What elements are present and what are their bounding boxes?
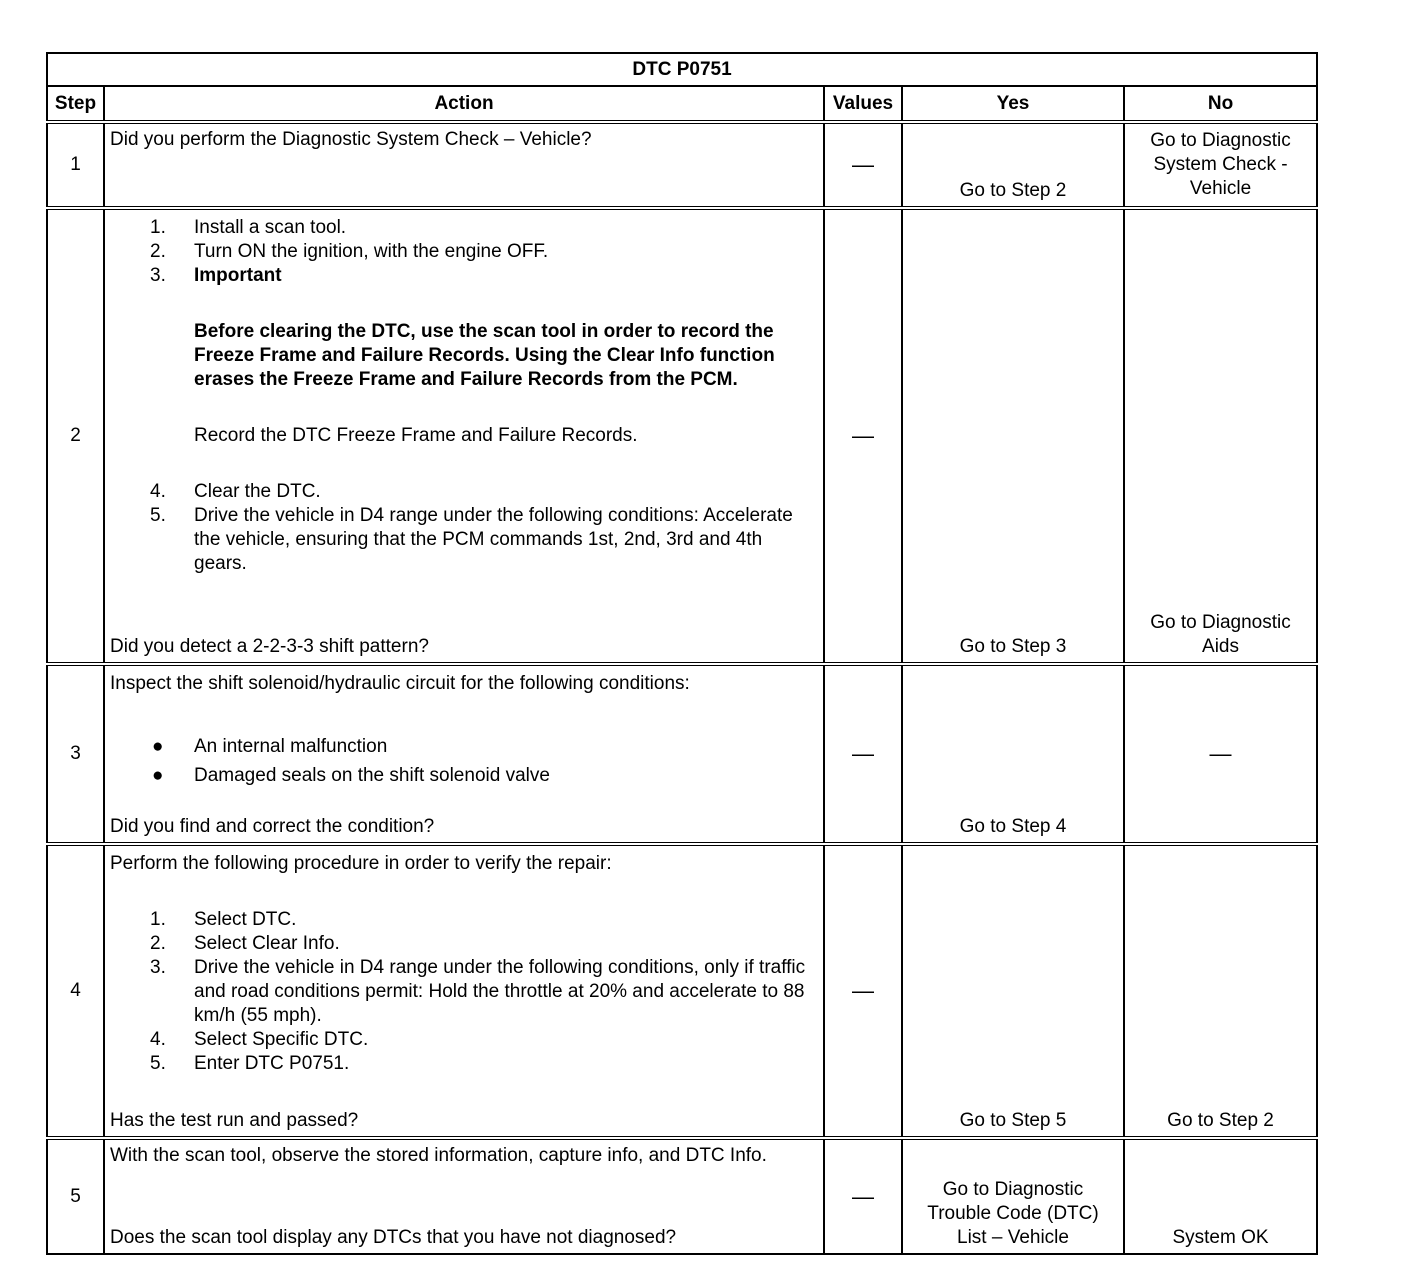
list-item: 2. Turn ON the ignition, with the engine OFF.: [150, 241, 549, 262]
intro-text: Perform the following procedure in order to verify the repair:: [110, 853, 612, 874]
table-title: DTC P0751: [47, 53, 1317, 86]
yes-link[interactable]: Go to Diagnostic Trouble Code (DTC) List – Vehicle: [927, 1179, 1099, 1248]
question-text: Does the scan tool display any DTCs that you have not diagnosed?: [110, 1227, 677, 1248]
table-row: [47, 122, 1317, 208]
intro-text: Inspect the shift solenoid/hydraulic circuit for the following conditions:: [110, 673, 690, 694]
list-item: ● Damaged seals on the shift solenoid valve: [152, 765, 550, 786]
question-text: Did you detect a 2-2-3-3 shift pattern?: [110, 636, 429, 657]
header-step: Step: [47, 86, 104, 122]
header-no: No: [1124, 86, 1317, 122]
list-item: 1. Select DTC.: [150, 909, 297, 930]
list-item: 4. Clear the DTC.: [150, 481, 321, 502]
no-cell: [1124, 208, 1317, 664]
list-item: 3. Drive the vehicle in D4 range under the following conditions, only if traffic and road conditions permit: Hold the throttle at 20% and accelerate to 88 km/h (55 mph).: [150, 957, 806, 1026]
header-values: Values: [824, 86, 902, 122]
table-row: [47, 1138, 1317, 1254]
no-cell: [1124, 1138, 1317, 1254]
no-link[interactable]: Go to Step 2: [1167, 1110, 1274, 1131]
action-text: Did you perform the Diagnostic System Check – Vehicle?: [110, 129, 592, 150]
values-cell: —: [824, 208, 902, 664]
action-cell: [104, 1138, 824, 1254]
table-row: [47, 208, 1317, 664]
no-link[interactable]: Go to Diagnostic Aids: [1150, 612, 1291, 657]
values-cell: —: [824, 1138, 902, 1254]
no-link[interactable]: Go to Diagnostic System Check - Vehicle: [1150, 130, 1291, 199]
values-cell: —: [824, 664, 902, 844]
question-text: Has the test run and passed?: [110, 1110, 359, 1131]
header-action: Action: [104, 86, 824, 122]
yes-cell: [902, 844, 1124, 1138]
step-number: 4: [47, 844, 104, 1138]
list-item: 3. Important: [150, 265, 282, 286]
list-item: 5. Enter DTC P0751.: [150, 1053, 350, 1074]
step-number: 1: [47, 122, 104, 208]
action-cell: [104, 844, 824, 1138]
list-item: ● An internal malfunction: [152, 736, 388, 757]
record-text: Record the DTC Freeze Frame and Failure Records.: [194, 425, 638, 446]
action-cell: [104, 122, 824, 208]
list-item: 5. Drive the vehicle in D4 range under the following conditions: Accelerate the vehicle, ensuring that the PCM commands 1st, 2nd, 3rd and 4th gears.: [150, 505, 793, 574]
no-cell: [1124, 844, 1317, 1138]
dtc-table: [46, 52, 1318, 1255]
yes-cell: [902, 122, 1124, 208]
list-item: 1. Install a scan tool.: [150, 217, 347, 238]
header-yes: Yes: [902, 86, 1124, 122]
table-row: [47, 844, 1317, 1138]
question-text: Did you find and correct the condition?: [110, 816, 435, 837]
table-row: [47, 664, 1317, 844]
step-number: 2: [47, 208, 104, 664]
list-item: 4. Select Specific DTC.: [150, 1029, 369, 1050]
list-item: 2. Select Clear Info.: [150, 933, 340, 954]
no-cell: —: [1124, 664, 1317, 844]
no-cell: [1124, 122, 1317, 208]
action-cell: [104, 664, 824, 844]
yes-link[interactable]: Go to Step 5: [959, 1110, 1067, 1131]
important-note: Before clearing the DTC, use the scan tool in order to record the Freeze Frame and Failure Records. Using the Clear Info function erases the Freeze Frame and Failure Records from the PCM.: [194, 321, 775, 390]
yes-cell: [902, 208, 1124, 664]
intro-text: With the scan tool, observe the stored information, capture info, and DTC Info.: [110, 1145, 767, 1166]
no-link[interactable]: System OK: [1172, 1227, 1269, 1248]
values-cell: —: [824, 844, 902, 1138]
values-cell: —: [824, 122, 902, 208]
step-number: 3: [47, 664, 104, 844]
yes-link[interactable]: Go to Step 4: [959, 816, 1067, 837]
yes-cell: [902, 1138, 1124, 1254]
step-number: 5: [47, 1138, 104, 1254]
yes-cell: [902, 664, 1124, 844]
yes-link[interactable]: Go to Step 2: [959, 180, 1067, 201]
action-cell: [104, 208, 824, 664]
yes-link[interactable]: Go to Step 3: [959, 636, 1067, 657]
